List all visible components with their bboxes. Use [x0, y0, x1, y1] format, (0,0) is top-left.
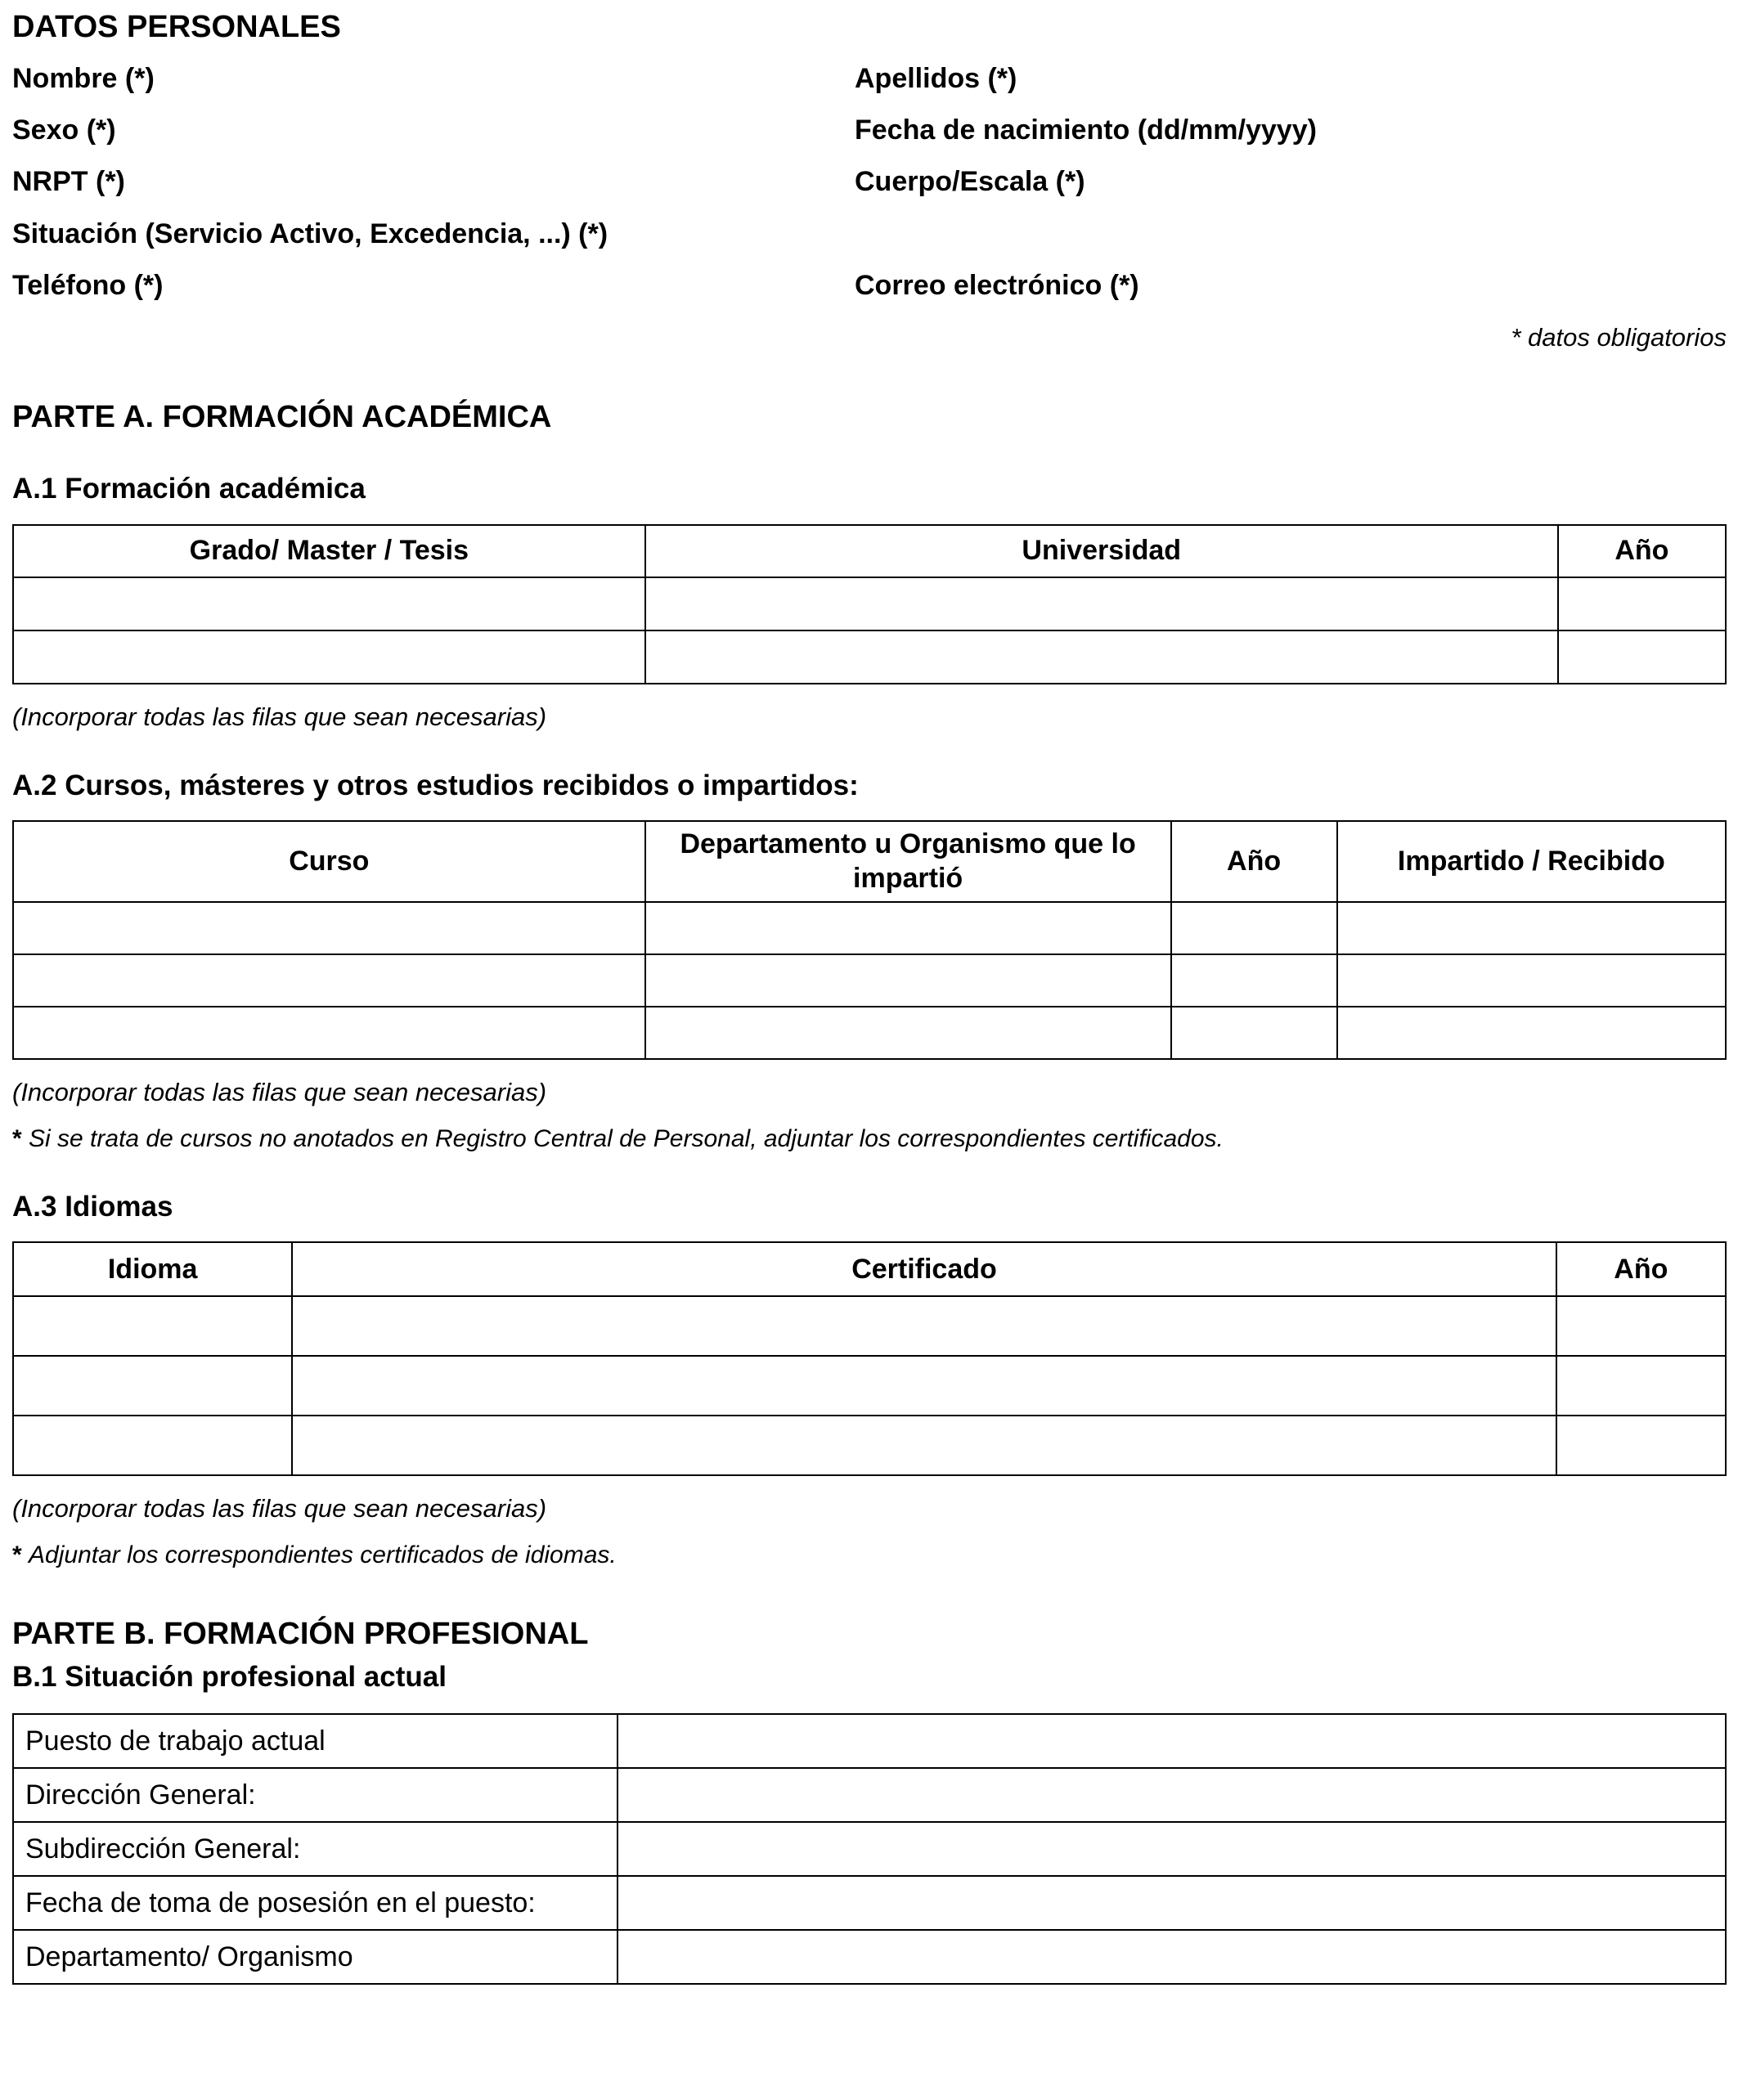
empty-cell	[13, 1007, 645, 1059]
field-label-nombre: Nombre (*)	[12, 62, 155, 94]
empty-cell	[13, 902, 645, 954]
a2-header-row	[13, 821, 1726, 902]
b1-label-departamento	[13, 1930, 618, 1984]
empty-cell	[13, 577, 645, 630]
parte-b-title: PARTE B. FORMACIÓN PROFESIONAL	[12, 1617, 589, 1652]
a1-column-header-ano: Año	[1558, 525, 1726, 577]
a3-rows-note: (Incorporar todas las filas que sean necesarias)	[12, 1494, 547, 1523]
a2-column-header-departamento: Departamento u Organismo que lo impartió	[645, 821, 1171, 902]
b1-row	[13, 1714, 1726, 1768]
empty-cell	[645, 1007, 1171, 1059]
empty-cell	[1171, 902, 1337, 954]
a2-column-header-impartido: Impartido / Recibido	[1337, 821, 1726, 902]
a3-header-row	[13, 1242, 1726, 1296]
empty-cell	[1558, 630, 1726, 684]
a1-empty-row	[13, 577, 1726, 630]
b1-label-text: Puesto de trabajo actual	[25, 1725, 326, 1757]
empty-cell	[292, 1296, 1556, 1356]
a3-table	[12, 1241, 1727, 1476]
a3-footnote	[12, 1541, 1727, 1569]
b1-label-text: Departamento/ Organismo	[25, 1941, 353, 1972]
field-label-apellidos: Apellidos (*)	[855, 62, 1017, 94]
footnote-asterisk: *	[12, 1124, 22, 1152]
empty-cell	[13, 1296, 292, 1356]
empty-cell	[645, 577, 1558, 630]
empty-cell	[13, 954, 645, 1007]
b1-table	[12, 1713, 1727, 1985]
empty-cell	[1556, 1356, 1726, 1416]
footnote-text: Si se trata de cursos no anotados en Registro Central de Personal, adjuntar los correspondientes certificados.	[29, 1124, 1224, 1152]
empty-cell	[645, 902, 1171, 954]
a2-rows-note: (Incorporar todas las filas que sean necesarias)	[12, 1077, 547, 1106]
b1-label-fecha-posesion	[13, 1876, 618, 1930]
field-label-sexo: Sexo (*)	[12, 114, 116, 146]
b1-label-puesto	[13, 1714, 618, 1768]
a1-column-header-grado: Grado/ Master / Tesis	[13, 525, 645, 577]
a3-column-header-certificado: Certificado	[292, 1242, 1556, 1296]
a3-empty-row	[13, 1416, 1726, 1475]
empty-cell	[1558, 577, 1726, 630]
personal-row	[12, 219, 1727, 249]
empty-cell	[1337, 954, 1726, 1007]
personal-row	[12, 271, 1727, 301]
a2-title: A.2 Cursos, másteres y otros estudios recibidos o impartidos:	[12, 769, 859, 801]
a1-empty-row	[13, 630, 1726, 684]
a2-empty-row	[13, 1007, 1726, 1059]
a2-column-header-ano: Año	[1171, 821, 1337, 902]
b1-row	[13, 1768, 1726, 1822]
a3-column-header-ano: Año	[1556, 1242, 1726, 1296]
empty-cell	[13, 1416, 292, 1475]
personal-row	[12, 115, 1727, 146]
b1-label-direccion-general	[13, 1768, 618, 1822]
a2-table	[12, 820, 1727, 1060]
empty-cell	[618, 1714, 1726, 1768]
empty-cell	[618, 1822, 1726, 1876]
personal-data-title: DATOS PERSONALES	[12, 10, 341, 44]
a2-column-header-curso: Curso	[13, 821, 645, 902]
parte-a-title: PARTE A. FORMACIÓN ACADÉMICA	[12, 399, 552, 434]
b1-title: B.1 Situación profesional actual	[12, 1660, 447, 1693]
a1-table	[12, 524, 1727, 684]
empty-cell	[1337, 902, 1726, 954]
b1-row	[13, 1876, 1726, 1930]
a1-column-header-universidad: Universidad	[645, 525, 1558, 577]
b1-label-text: Subdirección General:	[25, 1833, 301, 1864]
empty-cell	[1171, 954, 1337, 1007]
empty-cell	[292, 1416, 1556, 1475]
a3-empty-row	[13, 1356, 1726, 1416]
empty-cell	[13, 630, 645, 684]
empty-cell	[645, 630, 1558, 684]
empty-cell	[618, 1930, 1726, 1984]
a3-column-header-idioma: Idioma	[13, 1242, 292, 1296]
a2-empty-row	[13, 902, 1726, 954]
field-label-fecha-nacimiento: Fecha de nacimiento (dd/mm/yyyy)	[855, 114, 1317, 146]
a2-footnote	[12, 1125, 1727, 1153]
field-label-telefono: Teléfono (*)	[12, 270, 164, 302]
empty-cell	[1171, 1007, 1337, 1059]
footnote-text: Adjuntar los correspondientes certificados de idiomas.	[29, 1541, 617, 1569]
empty-cell	[645, 954, 1171, 1007]
a1-header-row	[13, 525, 1726, 577]
a1-rows-note: (Incorporar todas las filas que sean necesarias)	[12, 702, 547, 731]
personal-row	[12, 64, 1727, 94]
empty-cell	[292, 1356, 1556, 1416]
a2-empty-row	[13, 954, 1726, 1007]
personal-row	[12, 167, 1727, 197]
empty-cell	[1337, 1007, 1726, 1059]
empty-cell	[13, 1356, 292, 1416]
required-fields-note: * datos obligatorios	[1511, 322, 1727, 352]
b1-label-text: Fecha de toma de posesión en el puesto:	[25, 1887, 536, 1918]
empty-cell	[618, 1768, 1726, 1822]
a3-title: A.3 Idiomas	[12, 1190, 173, 1223]
field-label-empty	[855, 219, 1727, 249]
field-label-situacion: Situación (Servicio Activo, Excedencia, ...) (*)	[12, 218, 609, 249]
empty-cell	[1556, 1416, 1726, 1475]
field-label-nrpt: NRPT (*)	[12, 166, 125, 198]
b1-row	[13, 1822, 1726, 1876]
empty-cell	[618, 1876, 1726, 1930]
field-label-cuerpo-escala: Cuerpo/Escala (*)	[855, 166, 1085, 198]
a1-title: A.1 Formación académica	[12, 473, 366, 505]
b1-label-text: Dirección General:	[25, 1779, 256, 1811]
field-label-correo: Correo electrónico (*)	[855, 270, 1139, 302]
footnote-asterisk: *	[12, 1541, 22, 1569]
b1-row	[13, 1930, 1726, 1984]
b1-label-subdireccion-general	[13, 1822, 618, 1876]
empty-cell	[1556, 1296, 1726, 1356]
a3-empty-row	[13, 1296, 1726, 1356]
personal-data-block	[12, 64, 1727, 302]
